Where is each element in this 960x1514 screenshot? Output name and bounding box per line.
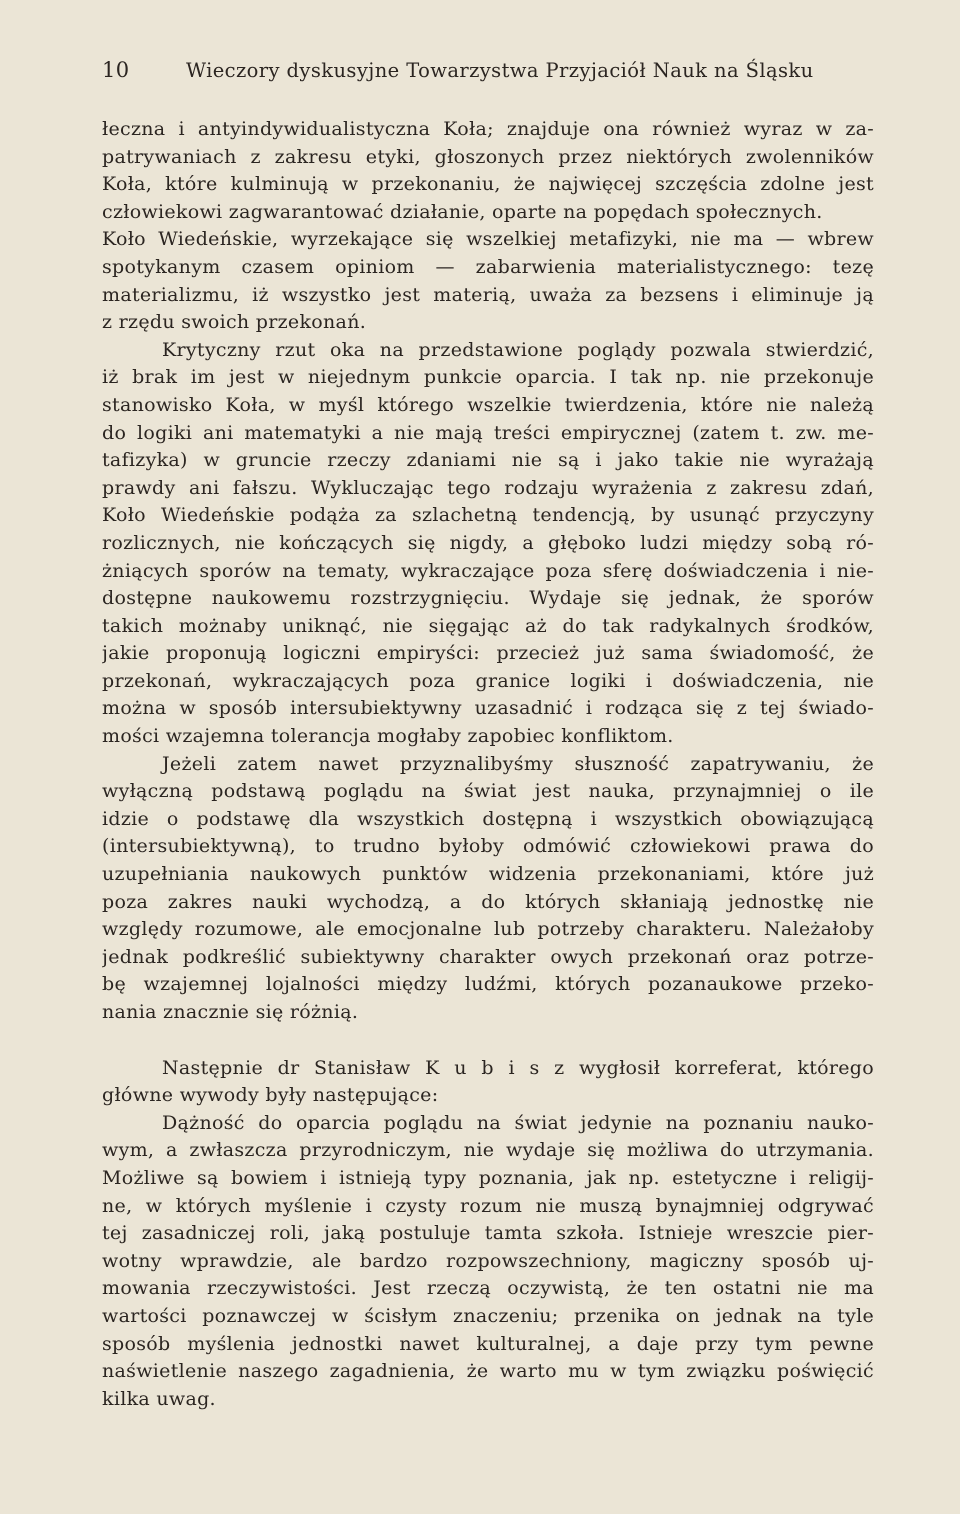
text-line: mości wzajemna tolerancja mogłaby zapobiec konfliktom. <box>102 725 674 748</box>
text-line: Następnie dr Stanisław K u b i s z wygłosił korreferat, którego <box>162 1056 874 1079</box>
text-line: względy rozumowe, ale emocjonalne lub potrzeby charakteru. Należałoby <box>102 918 874 941</box>
text-line: tafizyka) w gruncie rzeczy zdaniami nie są i jako takie nie wyrażają <box>102 449 874 472</box>
text-line: rozlicznych, nie kończących się nigdy, a głęboko ludzi między sobą ró- <box>102 531 874 554</box>
text-line: Krytyczny rzut oka na przedstawione poglądy pozwala stwierdzić, <box>162 338 874 361</box>
text-line: człowiekowi zagwarantować działanie, oparte na popędach społecznych. <box>102 200 823 223</box>
text-line: spotykanym czasem opiniom — zabarwienia materialistycznego: tezę <box>102 255 874 278</box>
text-line: nania znacznie się różnią. <box>102 1001 359 1023</box>
text-line: patrywaniach z zakresu etyki, głoszonych przez niektórych zwolenników <box>102 145 874 168</box>
text-line: Możliwe są bowiem i istnieją typy poznania, jak np. estetyczne i religij- <box>102 1166 874 1189</box>
text-line: ne, w których myślenie i czysty rozum nie muszą bynajmniej odgrywać <box>102 1194 874 1217</box>
text-line: poza zakres nauki wychodzą, a do których skłaniają jednostkę nie <box>102 890 874 913</box>
text-line: główne wywody były następujące: <box>102 1084 439 1107</box>
text-line: takich możnaby uniknąć, nie sięgając aż do tak radykalnych środków, <box>102 614 874 637</box>
text-line: materializmu, iż wszystko jest materią, uważa za bezsens i eliminuje ją <box>102 283 874 306</box>
text-line: wym, a zwłaszcza przyrodniczym, nie wydaje się możliwa do utrzymania. <box>102 1139 874 1162</box>
text-line: (intersubiektywną), to trudno byłoby odmówić człowiekowi prawa do <box>102 835 874 858</box>
body-text <box>102 116 874 1413</box>
text-line: Dążność do oparcia poglądu na świat jedynie na poznaniu nauko- <box>162 1111 874 1134</box>
text-line: wyłączną podstawą poglądu na świat jest nauka, przynajmniej o ile <box>102 780 874 803</box>
text-line: Koło Wiedeńskie, wyrzekające się wszelkiej metafizyki, nie ma — wbrew <box>102 228 874 251</box>
text-line: prawdy ani fałszu. Wykluczając tego rodzaju wyrażenia z zakresu zdań, <box>102 476 874 499</box>
text-line: kilka uwag. <box>102 1387 216 1410</box>
text-line: Koło Wiedeńskie podąża za szlachetną tendencją, by usunąć przyczyny <box>102 504 874 527</box>
page-header <box>102 58 882 82</box>
text-line: z rzędu swoich przekonań. <box>102 311 367 334</box>
text-line: jednak podkreślić subiektywny charakter owych przekonań oraz potrze- <box>102 945 874 968</box>
text-line: stanowisko Koła, w myśl którego wszelkie twierdzenia, które nie należą <box>102 393 874 416</box>
text-line: idzie o podstawę dla wszystkich dostępną i wszystkich obowiązującą <box>102 807 874 830</box>
text-line: wotny wprawdzie, ale bardzo rozpowszechniony, magiczny sposób uj- <box>102 1249 874 1272</box>
text-line: żniących sporów na tematy, wykraczające poza sferę doświadczenia i nie- <box>102 559 874 582</box>
text-line: przekonań, wykraczających poza granice logiki i doświadczenia, nie <box>102 669 874 692</box>
page-number: 10 <box>102 58 130 82</box>
text-line: łeczna i antyindywidualistyczna Koła; znajduje ona również wyraz w za- <box>102 118 874 140</box>
text-line: iż brak im jest w niejednym punkcie oparcia. I tak np. nie przekonuje <box>102 366 874 389</box>
text-line: uzupełniania naukowych punktów widzenia przekonaniami, które już <box>102 863 874 886</box>
text-line: Jeżeli zatem nawet przyznalibyśmy słuszność zapatrywaniu, że <box>162 752 874 775</box>
text-line: można w sposób intersubiektywny uzasadnić i rodząca się z tej świado- <box>102 697 874 720</box>
text-line: tej zasadniczej roli, jaką postuluje tamta szkoła. Istnieje wreszcie pier- <box>102 1222 874 1245</box>
text-line: naświetlenie naszego zagadnienia, że warto mu w tym związku poświęcić <box>102 1360 874 1383</box>
text-line: do logiki ani matematyki a nie mają treści empirycznej (zatem t. zw. me- <box>102 421 874 444</box>
text-line: dostępne naukowemu rozstrzygnięciu. Wydaje się jednak, że sporów <box>102 587 874 610</box>
running-title: Wieczory dyskusyjne Towarzystwa Przyjaciół Nauk na Śląsku <box>186 59 814 82</box>
text-line: wartości poznawczej w ścisłym znaczeniu; przenika on jednak na tyle <box>102 1304 874 1327</box>
text-line: bę wzajemnej lojalności między ludźmi, których pozanaukowe przeko- <box>102 973 874 996</box>
text-line: sposób myślenia jednostki nawet kulturalnej, a daje przy tym pewne <box>102 1332 874 1355</box>
text-line: mowania rzeczywistości. Jest rzeczą oczywistą, że ten ostatni nie ma <box>102 1277 874 1300</box>
text-line: Koła, które kulminują w przekonaniu, że najwięcej szczęścia zdolne jest <box>102 173 874 196</box>
text-line: jakie proponują logiczni empiryści: przecież już sama świadomość, że <box>102 642 874 665</box>
paragraph-gap <box>102 1027 874 1055</box>
